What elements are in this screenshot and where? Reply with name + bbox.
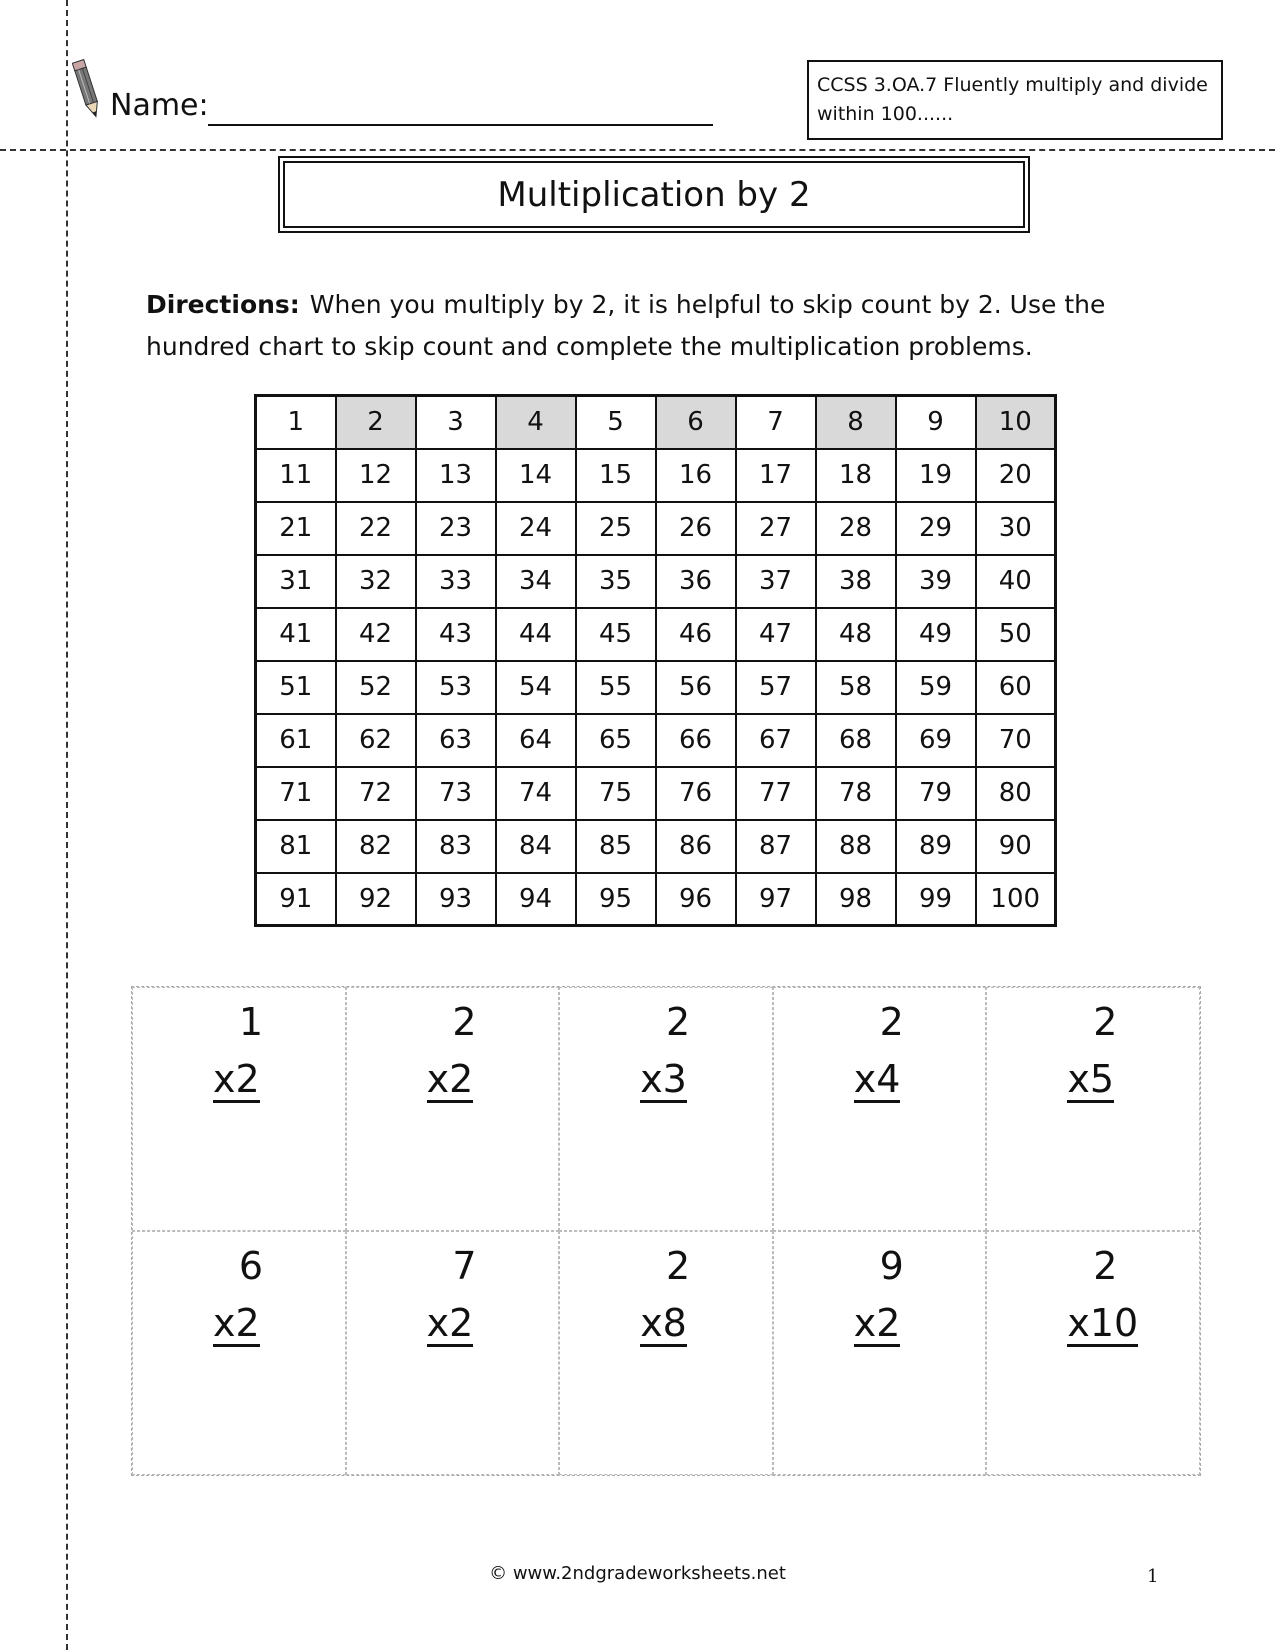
chart-cell: 74 [496,767,576,820]
chart-cell: 3 [416,396,496,449]
problem-multiplier: x3 [640,1057,687,1101]
chart-cell: 88 [816,820,896,873]
chart-cell: 49 [896,608,976,661]
chart-cell: 18 [816,449,896,502]
chart-cell: 13 [416,449,496,502]
chart-row [256,767,1056,820]
chart-cell: 1 [256,396,336,449]
chart-cell: 35 [576,555,656,608]
problem-multiplicand: 1 [238,1000,263,1044]
problem-multiplicand: 2 [452,1000,477,1044]
problem-cell[interactable] [773,1231,987,1475]
chart-cell: 64 [496,714,576,767]
chart-cell: 11 [256,449,336,502]
problem-cell[interactable] [559,987,773,1231]
chart-cell: 25 [576,502,656,555]
chart-cell: 83 [416,820,496,873]
problem-multiplicand: 2 [879,1000,904,1044]
chart-cell: 16 [656,449,736,502]
chart-cell: 27 [736,502,816,555]
vertical-cut-line [66,0,68,1650]
chart-cell: 12 [336,449,416,502]
chart-cell: 17 [736,449,816,502]
problem-cell[interactable] [986,987,1200,1231]
chart-cell: 37 [736,555,816,608]
chart-cell: 45 [576,608,656,661]
chart-cell: 97 [736,873,816,926]
chart-cell: 19 [896,449,976,502]
chart-row [256,555,1056,608]
chart-cell: 98 [816,873,896,926]
chart-cell: 23 [416,502,496,555]
chart-cell: 2 [336,396,416,449]
name-label: Name: [110,88,209,123]
chart-cell: 100 [976,873,1056,926]
chart-cell: 96 [656,873,736,926]
problem-multiplier: x2 [426,1057,474,1101]
chart-cell: 70 [976,714,1056,767]
chart-cell: 22 [336,502,416,555]
chart-cell: 29 [896,502,976,555]
chart-cell: 55 [576,661,656,714]
chart-cell: 63 [416,714,496,767]
problem-multiplier: x4 [853,1057,901,1101]
chart-cell: 68 [816,714,896,767]
chart-cell: 28 [816,502,896,555]
chart-cell: 69 [896,714,976,767]
page-number: 1 [1147,1566,1159,1587]
chart-cell: 51 [256,661,336,714]
chart-cell: 4 [496,396,576,449]
problem-multiplicand: 2 [1093,1000,1118,1044]
chart-cell: 15 [576,449,656,502]
chart-row [256,449,1056,502]
horizontal-cut-line [0,149,1275,151]
chart-cell: 32 [336,555,416,608]
chart-cell: 80 [976,767,1056,820]
chart-cell: 75 [576,767,656,820]
chart-cell: 6 [656,396,736,449]
chart-cell: 26 [656,502,736,555]
chart-cell: 10 [976,396,1056,449]
chart-cell: 76 [656,767,736,820]
problem-multiplicand: 6 [238,1244,263,1288]
chart-cell: 31 [256,555,336,608]
chart-cell: 20 [976,449,1056,502]
chart-row [256,873,1056,926]
directions-label: Directions: [146,290,300,319]
hundred-chart [254,394,1057,927]
chart-cell: 43 [416,608,496,661]
problem-multiplicand: 2 [1093,1244,1118,1288]
chart-cell: 21 [256,502,336,555]
directions-text: When you multiply by 2, it is helpful to skip count by 2. Use the hundred chart to skip count and complete the multiplication problems. [146,290,1106,361]
chart-cell: 73 [416,767,496,820]
chart-cell: 61 [256,714,336,767]
problem-multiplier: x5 [1067,1057,1115,1101]
problem-cell[interactable] [773,987,987,1231]
chart-cell: 90 [976,820,1056,873]
chart-cell: 92 [336,873,416,926]
standard-box: CCSS 3.OA.7 Fluently multiply and divide within 100...... [807,60,1223,140]
chart-cell: 50 [976,608,1056,661]
problem-multiplicand: 2 [666,1244,691,1288]
chart-cell: 99 [896,873,976,926]
pencil-icon [72,58,102,120]
chart-row [256,396,1056,449]
chart-cell: 94 [496,873,576,926]
chart-cell: 72 [336,767,416,820]
problem-cell[interactable] [346,1231,560,1475]
problem-multiplier: x2 [426,1301,474,1345]
chart-row [256,714,1056,767]
name-line[interactable] [208,124,713,126]
chart-cell: 38 [816,555,896,608]
problem-multiplicand: 7 [452,1244,477,1288]
chart-cell: 48 [816,608,896,661]
chart-cell: 87 [736,820,816,873]
chart-cell: 81 [256,820,336,873]
chart-cell: 91 [256,873,336,926]
chart-cell: 79 [896,767,976,820]
chart-cell: 62 [336,714,416,767]
footer-url: © www.2ndgradeworksheets.net [489,1563,786,1584]
chart-cell: 95 [576,873,656,926]
chart-cell: 52 [336,661,416,714]
chart-cell: 9 [896,396,976,449]
chart-cell: 82 [336,820,416,873]
chart-cell: 36 [656,555,736,608]
chart-cell: 65 [576,714,656,767]
chart-cell: 54 [496,661,576,714]
chart-cell: 67 [736,714,816,767]
chart-cell: 56 [656,661,736,714]
chart-cell: 86 [656,820,736,873]
chart-cell: 8 [816,396,896,449]
problem-grid [131,986,1201,1476]
chart-row [256,502,1056,555]
problem-multiplier: x2 [213,1301,260,1345]
problem-multiplier: x2 [853,1301,901,1345]
chart-row [256,661,1056,714]
chart-cell: 78 [816,767,896,820]
chart-row [256,820,1056,873]
problem-cell[interactable] [346,987,560,1231]
chart-cell: 41 [256,608,336,661]
problem-cell[interactable] [132,1231,346,1475]
chart-row [256,608,1056,661]
chart-cell: 44 [496,608,576,661]
problem-cell[interactable] [986,1231,1200,1475]
chart-cell: 5 [576,396,656,449]
chart-cell: 89 [896,820,976,873]
chart-cell: 7 [736,396,816,449]
chart-cell: 46 [656,608,736,661]
chart-cell: 93 [416,873,496,926]
chart-cell: 85 [576,820,656,873]
chart-cell: 84 [496,820,576,873]
problem-multiplicand: 9 [879,1244,904,1288]
problem-multiplier: x10 [1067,1301,1139,1345]
chart-cell: 58 [816,661,896,714]
problem-multiplier: x8 [640,1301,687,1345]
problem-cell[interactable] [132,987,346,1231]
chart-cell: 34 [496,555,576,608]
chart-cell: 14 [496,449,576,502]
chart-cell: 66 [656,714,736,767]
chart-cell: 40 [976,555,1056,608]
chart-cell: 57 [736,661,816,714]
title-box [278,156,1030,233]
chart-cell: 71 [256,767,336,820]
chart-cell: 39 [896,555,976,608]
problem-multiplicand: 2 [666,1000,691,1044]
chart-cell: 24 [496,502,576,555]
directions [146,284,1166,368]
problem-cell[interactable] [559,1231,773,1475]
chart-cell: 42 [336,608,416,661]
chart-cell: 33 [416,555,496,608]
chart-cell: 60 [976,661,1056,714]
problem-multiplier: x2 [213,1057,260,1101]
chart-cell: 77 [736,767,816,820]
chart-cell: 59 [896,661,976,714]
chart-cell: 30 [976,502,1056,555]
chart-cell: 47 [736,608,816,661]
worksheet-title: Multiplication by 2 [283,161,1025,228]
chart-cell: 53 [416,661,496,714]
